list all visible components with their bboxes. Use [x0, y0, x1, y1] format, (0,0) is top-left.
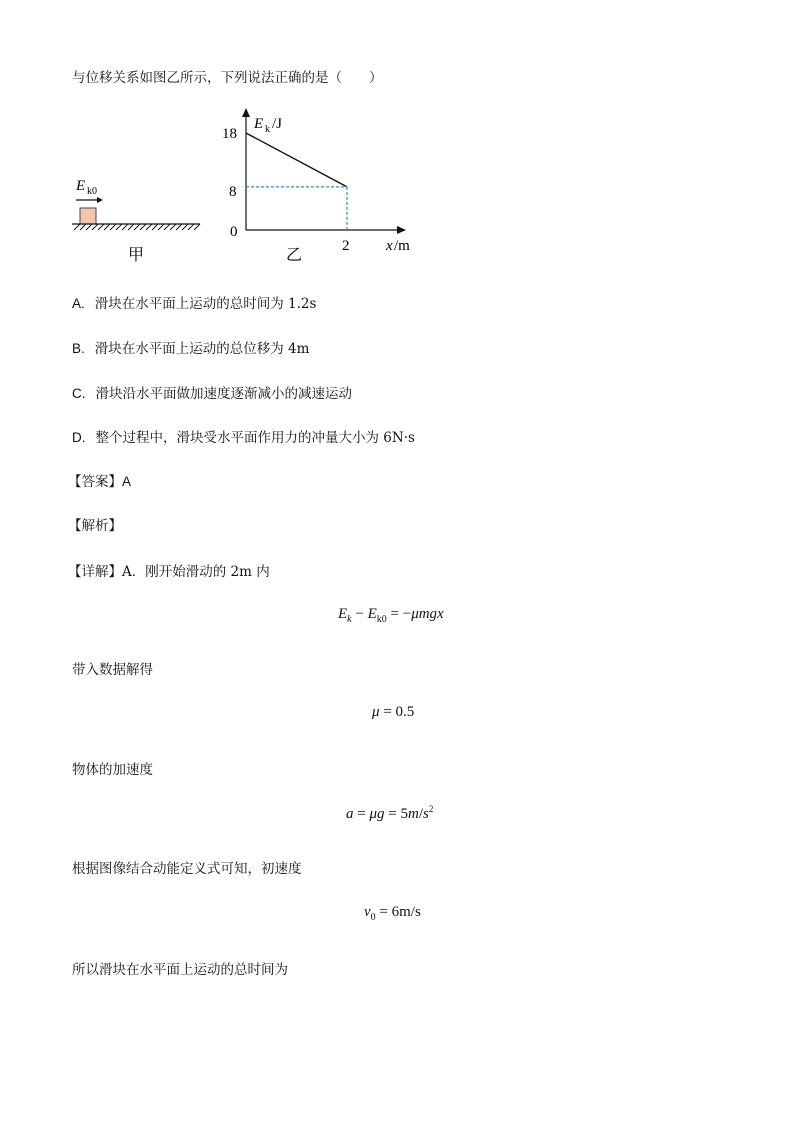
option-a — [72, 292, 316, 312]
detail-text: A．刚开始滑动的 2m 内 — [122, 564, 270, 580]
option-letter: B. — [72, 341, 85, 356]
option-letter: D. — [72, 430, 86, 445]
analysis-tag: 【解析】 — [68, 518, 122, 534]
ek-x-line — [246, 133, 347, 187]
option-d — [72, 426, 415, 446]
option-text: 滑块沿水平面做加速度逐渐减小的减速运动 — [95, 386, 352, 402]
ek0-subscript: k0 — [87, 186, 97, 197]
ek0-label: E — [76, 178, 86, 194]
ground-hatching — [74, 224, 200, 230]
graph-reasoning-line: 根据图像结合动能定义式可知，初速度 — [72, 861, 302, 877]
option-text: 滑块在水平面上运动的总时间为 1.2s — [94, 296, 317, 312]
formula-acceleration: $a = \mu g = 5m/s^2$ — [346, 804, 434, 822]
x-axis-label: x — [386, 238, 393, 254]
answer-line — [68, 470, 131, 490]
figure-yi — [222, 108, 410, 264]
x-tick-label: 2 — [342, 238, 350, 254]
y-tick-label: 0 — [230, 224, 238, 240]
option-letter: C. — [72, 386, 86, 401]
option-text: 整个过程中，滑块受水平面作用力的冲量大小为 6N·s — [95, 430, 415, 446]
formula-mu: μ = 0.5 — [372, 704, 415, 720]
answer-value: A — [122, 474, 132, 489]
option-c — [72, 382, 352, 402]
total-time-line: 所以滑块在水平面上运动的总时间为 — [72, 962, 288, 978]
detail-line — [68, 560, 270, 580]
y-axis-unit: /J — [272, 116, 283, 132]
y-axis-label: E — [254, 116, 264, 132]
y-tick-label: 8 — [229, 184, 237, 200]
velocity-arrowhead — [97, 197, 103, 203]
y-axis-subscript: k — [265, 124, 270, 135]
caption-jia: 甲 — [128, 245, 145, 264]
y-axis-arrowhead — [242, 108, 250, 117]
option-text: 滑块在水平面上运动的总位移为 4m — [94, 341, 310, 357]
question-stem: 与位移关系如图乙所示，下列说法正确的是（ ） — [72, 70, 383, 86]
figure-svg — [70, 108, 430, 268]
caption-yi: 乙 — [286, 245, 303, 264]
option-b — [72, 337, 309, 357]
option-letter: A. — [72, 296, 85, 311]
x-axis-unit: /m — [394, 238, 410, 254]
y-tick-label: 18 — [222, 126, 237, 142]
acceleration-line: 物体的加速度 — [72, 762, 153, 778]
slider-block — [80, 208, 96, 224]
formula-initial-velocity: $v_0 = 6m/s$ — [364, 904, 421, 923]
detail-tag: 【详解】 — [68, 564, 122, 580]
answer-tag: 【答案】 — [68, 474, 122, 490]
figure — [70, 108, 430, 272]
x-axis-arrowhead — [397, 226, 406, 234]
substitute-line: 带入数据解得 — [72, 662, 153, 678]
formula-energy: $E_k - E_{k0} = -\mu mgx$ — [338, 606, 444, 625]
figure-jia — [72, 178, 200, 264]
